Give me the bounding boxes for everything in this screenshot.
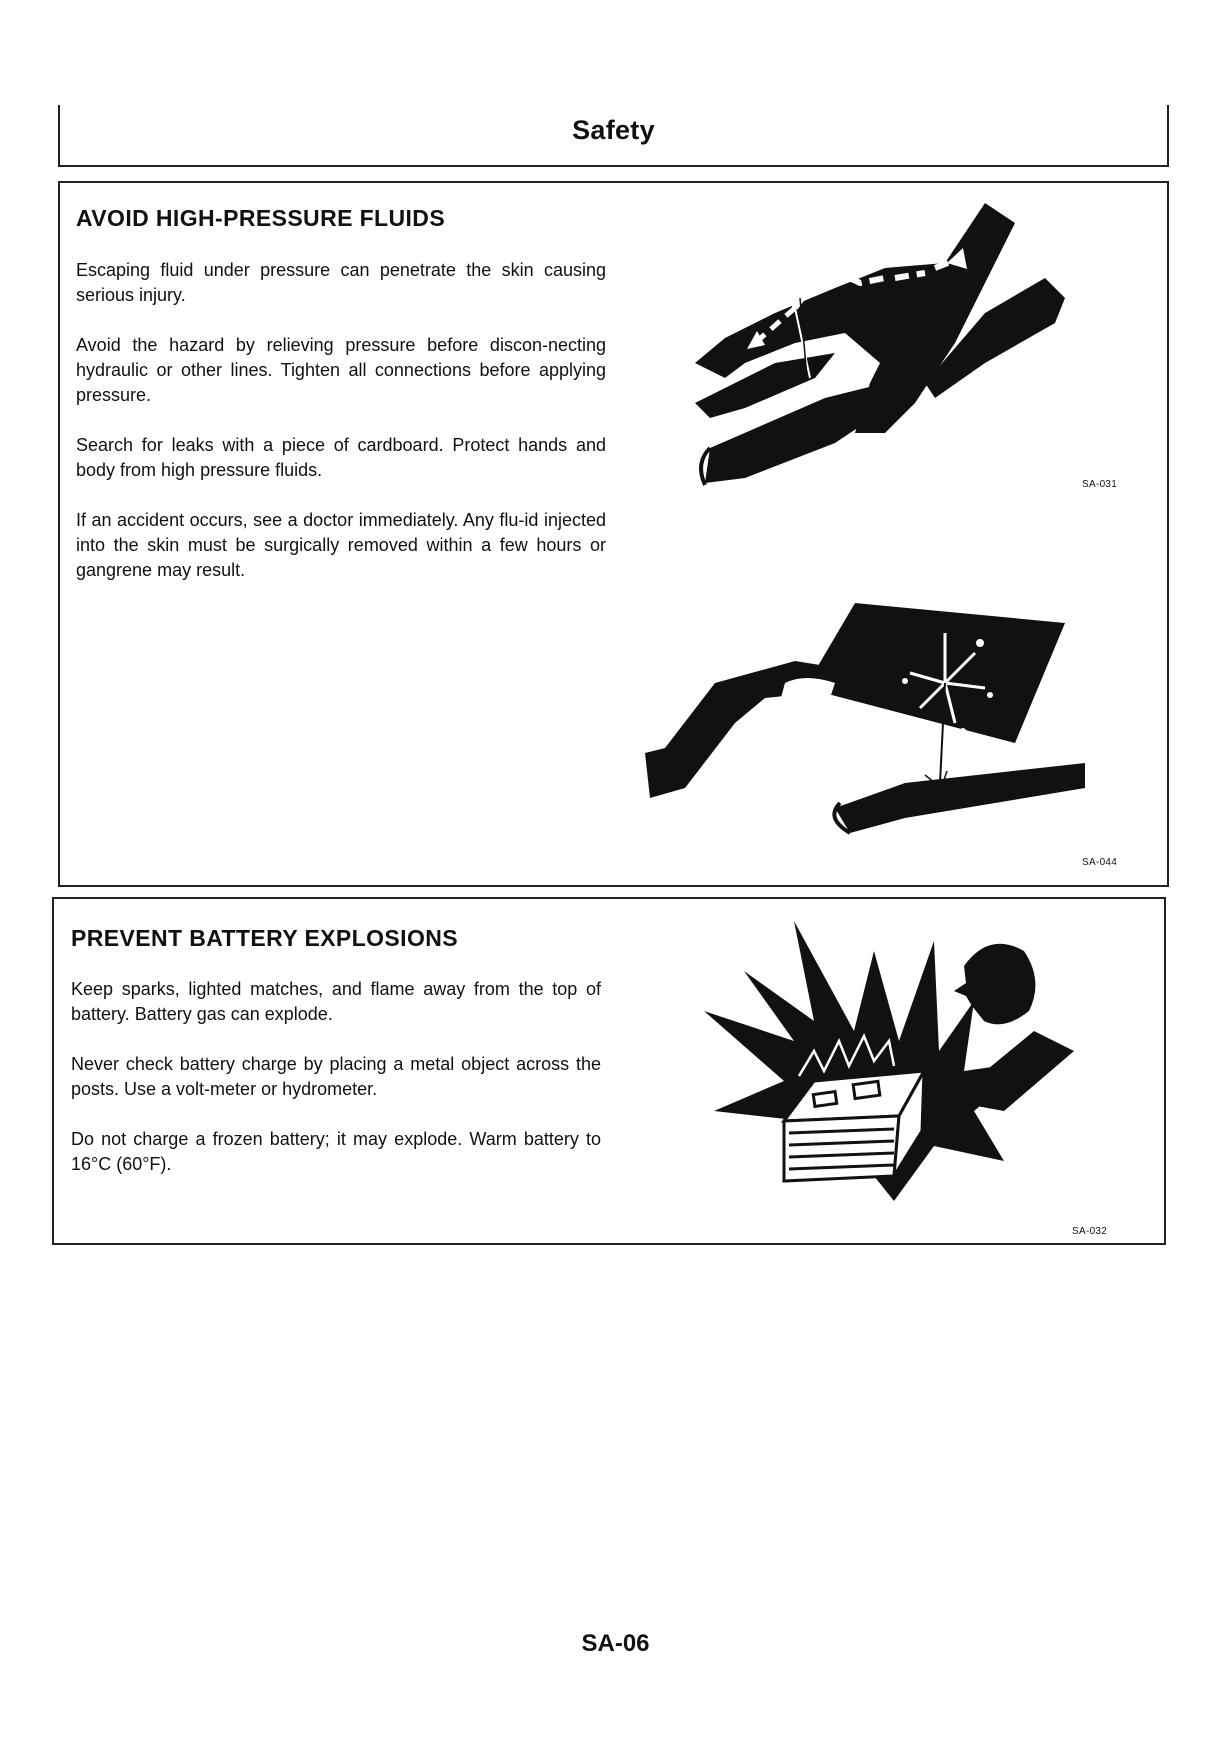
paragraph: Avoid the hazard by relieving pressure before discon-necting hydraulic or other lines. Tighten all connections before applying pressure. [76,335,606,405]
section-heading: AVOID HIGH-PRESSURE FLUIDS [76,205,446,231]
paragraph: Search for leaks with a piece of cardboard. Protect hands and body from high pressure fluids. [76,435,606,480]
page-number: SA-06 [581,1630,650,1657]
section-battery-explosions [52,897,1166,1245]
figure-caption: SA-032 [1072,1226,1108,1237]
battery-explosion-icon [704,911,1144,1206]
figure-caption: SA-044 [1082,857,1118,868]
cardboard-leak-check-icon [645,603,1165,863]
hand-fluid-injection-icon [685,203,1165,493]
section-high-pressure-fluids [58,181,1169,887]
paragraph: Escaping fluid under pressure can penetrate the skin causing serious injury. [76,260,606,305]
paragraph: Do not charge a frozen battery; it may explode. Warm battery to 16°C (60°F). [71,1129,601,1174]
section-heading: PREVENT BATTERY EXPLOSIONS [71,925,458,951]
paragraph: If an accident occurs, see a doctor immediately. Any flu-id injected into the skin must be surgically removed within a few hours or gangrene may result. [76,510,606,580]
page-title: Safety [572,115,655,145]
paragraph: Keep sparks, lighted matches, and flame away from the top of battery. Battery gas can explode. [71,979,601,1024]
figure-caption: SA-031 [1082,479,1118,490]
page-header [58,105,1169,167]
paragraph: Never check battery charge by placing a metal object across the posts. Use a volt-meter or hydrometer. [71,1054,601,1099]
